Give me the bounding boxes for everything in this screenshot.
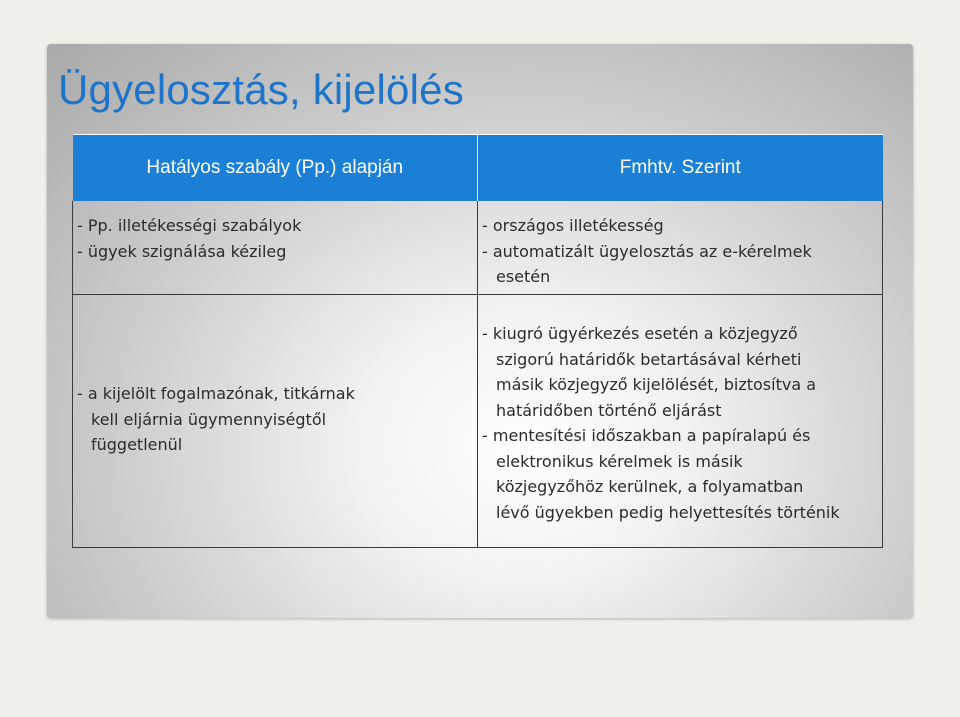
comparison-table bbox=[72, 134, 883, 548]
cell-line: - országos illetékesség bbox=[482, 216, 664, 235]
cell-line: - mentesítési időszakban a papíralapú és bbox=[482, 426, 811, 445]
cell-line: közjegyzőhöz kerülnek, a folyamatban bbox=[496, 477, 804, 496]
cell-line: - ügyek szignálása kézileg bbox=[77, 241, 287, 261]
cell-line: esetén bbox=[496, 267, 551, 286]
cell-line: elektronikus kérelmek is másik bbox=[496, 451, 743, 471]
cell-line: - a kijelölt fogalmazónak, titkárnak bbox=[77, 384, 355, 403]
cell-line: - Pp. illetékességi szabályok bbox=[77, 216, 302, 235]
cell-row1-left bbox=[73, 201, 478, 295]
cell-row1-right bbox=[478, 201, 883, 295]
cell-line: kell eljárnia ügymennyiségtől bbox=[91, 409, 327, 429]
cell-line: szigorú határidők betartásával kérheti bbox=[496, 349, 802, 369]
cell-line: határidőben történő eljárást bbox=[496, 400, 722, 420]
table-row bbox=[73, 295, 883, 548]
slide-title: Ügyelosztás, kijelölés bbox=[58, 66, 464, 113]
cell-line: - automatizált ügyelosztás az e-kérelmek bbox=[482, 241, 812, 261]
header-fmhtv: Fmhtv. Szerint bbox=[478, 135, 883, 202]
cell-row2-left bbox=[73, 295, 478, 548]
cell-line: másik közjegyző kijelölését, biztosítva a bbox=[496, 375, 817, 394]
table-row bbox=[73, 201, 883, 295]
cell-row2-right bbox=[478, 295, 883, 548]
cell-line: - kiugró ügyérkezés esetén a közjegyző bbox=[482, 324, 798, 343]
table-header-row bbox=[73, 135, 883, 202]
header-current-rule: Hatályos szabály (Pp.) alapján bbox=[73, 135, 478, 202]
cell-line: lévő ügyekben pedig helyettesítés történik bbox=[496, 502, 840, 522]
cell-line: függetlenül bbox=[91, 435, 183, 454]
